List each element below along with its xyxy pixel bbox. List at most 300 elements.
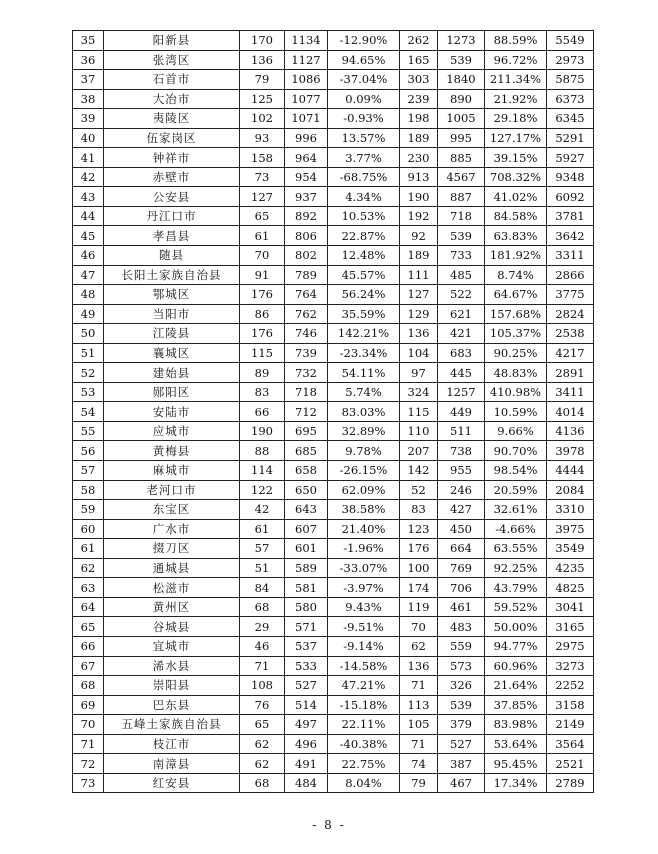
county-name-cell: 张湾区: [104, 50, 240, 70]
county-name-cell: 夷陵区: [104, 109, 240, 129]
change-b-cell: -14.58%: [328, 656, 400, 676]
value-a-cell: 29: [240, 617, 285, 637]
total-cell: 3411: [547, 382, 594, 402]
value-c-cell: 303: [400, 70, 438, 90]
county-name-cell: 大冶市: [104, 89, 240, 109]
value-c-cell: 198: [400, 109, 438, 129]
table-row: [73, 636, 594, 656]
total-cell: 6092: [547, 187, 594, 207]
value-a-cell: 51: [240, 558, 285, 578]
county-name-cell: 公安县: [104, 187, 240, 207]
change-d-cell: 32.61%: [485, 500, 547, 520]
change-b-cell: 21.40%: [328, 519, 400, 539]
table-row: [73, 597, 594, 617]
county-name-cell: 崇阳县: [104, 676, 240, 696]
value-a-cell: 42: [240, 500, 285, 520]
value-c-cell: 230: [400, 148, 438, 168]
value-b-cell: 712: [285, 402, 328, 422]
value-b-cell: 491: [285, 754, 328, 774]
table-row: [73, 734, 594, 754]
change-b-cell: 12.48%: [328, 246, 400, 266]
value-d-cell: 483: [438, 617, 485, 637]
value-b-cell: 685: [285, 441, 328, 461]
total-cell: 3775: [547, 285, 594, 305]
change-b-cell: -68.75%: [328, 167, 400, 187]
value-d-cell: 4567: [438, 167, 485, 187]
total-cell: 3165: [547, 617, 594, 637]
value-b-cell: 589: [285, 558, 328, 578]
total-cell: 2973: [547, 50, 594, 70]
county-stats-table: [72, 30, 594, 793]
change-b-cell: -12.90%: [328, 31, 400, 51]
value-a-cell: 190: [240, 421, 285, 441]
table-row: [73, 382, 594, 402]
total-cell: 3273: [547, 656, 594, 676]
county-name-cell: 黄梅县: [104, 441, 240, 461]
change-d-cell: 105.37%: [485, 324, 547, 344]
total-cell: 5927: [547, 148, 594, 168]
value-b-cell: 762: [285, 304, 328, 324]
county-name-cell: 应城市: [104, 421, 240, 441]
rank-cell: 50: [73, 324, 104, 344]
total-cell: 3310: [547, 500, 594, 520]
change-b-cell: -26.15%: [328, 461, 400, 481]
value-b-cell: 497: [285, 715, 328, 735]
rank-cell: 62: [73, 558, 104, 578]
table-row: [73, 500, 594, 520]
change-d-cell: 410.98%: [485, 382, 547, 402]
table-row: [73, 89, 594, 109]
county-name-cell: 赤壁市: [104, 167, 240, 187]
rank-cell: 63: [73, 578, 104, 598]
table-row: [73, 773, 594, 793]
value-b-cell: 607: [285, 519, 328, 539]
value-a-cell: 65: [240, 206, 285, 226]
value-a-cell: 108: [240, 676, 285, 696]
value-b-cell: 533: [285, 656, 328, 676]
table-row: [73, 246, 594, 266]
county-name-cell: 建始县: [104, 363, 240, 383]
rank-cell: 65: [73, 617, 104, 637]
table-row: [73, 656, 594, 676]
change-d-cell: 83.98%: [485, 715, 547, 735]
county-name-cell: 襄城区: [104, 343, 240, 363]
table-row: [73, 421, 594, 441]
value-a-cell: 65: [240, 715, 285, 735]
value-c-cell: 136: [400, 656, 438, 676]
total-cell: 3564: [547, 734, 594, 754]
total-cell: 3975: [547, 519, 594, 539]
change-d-cell: 90.70%: [485, 441, 547, 461]
value-c-cell: 136: [400, 324, 438, 344]
total-cell: 2975: [547, 636, 594, 656]
change-b-cell: 56.24%: [328, 285, 400, 305]
change-b-cell: -37.04%: [328, 70, 400, 90]
rank-cell: 57: [73, 461, 104, 481]
value-a-cell: 88: [240, 441, 285, 461]
total-cell: 5875: [547, 70, 594, 90]
value-d-cell: 664: [438, 539, 485, 559]
value-d-cell: 461: [438, 597, 485, 617]
rank-cell: 38: [73, 89, 104, 109]
county-name-cell: 随县: [104, 246, 240, 266]
total-cell: 3311: [547, 246, 594, 266]
value-c-cell: 123: [400, 519, 438, 539]
change-d-cell: 157.68%: [485, 304, 547, 324]
value-c-cell: 142: [400, 461, 438, 481]
value-a-cell: 73: [240, 167, 285, 187]
table-row: [73, 148, 594, 168]
value-b-cell: 581: [285, 578, 328, 598]
rank-cell: 60: [73, 519, 104, 539]
change-d-cell: 60.96%: [485, 656, 547, 676]
change-d-cell: 20.59%: [485, 480, 547, 500]
rank-cell: 41: [73, 148, 104, 168]
value-b-cell: 718: [285, 382, 328, 402]
value-b-cell: 580: [285, 597, 328, 617]
value-c-cell: 111: [400, 265, 438, 285]
total-cell: 4136: [547, 421, 594, 441]
rank-cell: 35: [73, 31, 104, 51]
value-b-cell: 954: [285, 167, 328, 187]
county-name-cell: 五峰土家族自治县: [104, 715, 240, 735]
county-name-cell: 长阳土家族自治县: [104, 265, 240, 285]
value-d-cell: 485: [438, 265, 485, 285]
county-name-cell: 宜城市: [104, 636, 240, 656]
value-a-cell: 76: [240, 695, 285, 715]
table-row: [73, 617, 594, 637]
change-d-cell: 9.66%: [485, 421, 547, 441]
value-c-cell: 119: [400, 597, 438, 617]
value-c-cell: 262: [400, 31, 438, 51]
value-b-cell: 739: [285, 343, 328, 363]
rank-cell: 45: [73, 226, 104, 246]
value-b-cell: 658: [285, 461, 328, 481]
change-d-cell: 8.74%: [485, 265, 547, 285]
value-d-cell: 326: [438, 676, 485, 696]
total-cell: 3978: [547, 441, 594, 461]
value-b-cell: 650: [285, 480, 328, 500]
value-d-cell: 379: [438, 715, 485, 735]
value-d-cell: 706: [438, 578, 485, 598]
value-c-cell: 105: [400, 715, 438, 735]
value-c-cell: 324: [400, 382, 438, 402]
table-row: [73, 539, 594, 559]
change-d-cell: 181.92%: [485, 246, 547, 266]
value-c-cell: 165: [400, 50, 438, 70]
value-b-cell: 802: [285, 246, 328, 266]
rank-cell: 67: [73, 656, 104, 676]
county-name-cell: 松滋市: [104, 578, 240, 598]
change-d-cell: 211.34%: [485, 70, 547, 90]
table-row: [73, 226, 594, 246]
value-b-cell: 601: [285, 539, 328, 559]
value-b-cell: 695: [285, 421, 328, 441]
table-row: [73, 187, 594, 207]
total-cell: 2252: [547, 676, 594, 696]
value-d-cell: 522: [438, 285, 485, 305]
value-b-cell: 996: [285, 128, 328, 148]
value-a-cell: 57: [240, 539, 285, 559]
total-cell: 2824: [547, 304, 594, 324]
change-d-cell: 84.58%: [485, 206, 547, 226]
total-cell: 3781: [547, 206, 594, 226]
value-a-cell: 46: [240, 636, 285, 656]
change-b-cell: 22.87%: [328, 226, 400, 246]
value-b-cell: 964: [285, 148, 328, 168]
rank-cell: 54: [73, 402, 104, 422]
change-d-cell: 50.00%: [485, 617, 547, 637]
value-c-cell: 189: [400, 128, 438, 148]
table-row: [73, 343, 594, 363]
county-name-cell: 南漳县: [104, 754, 240, 774]
change-b-cell: -15.18%: [328, 695, 400, 715]
rank-cell: 48: [73, 285, 104, 305]
value-c-cell: 115: [400, 402, 438, 422]
county-name-cell: 麻城市: [104, 461, 240, 481]
county-name-cell: 石首市: [104, 70, 240, 90]
county-name-cell: 掇刀区: [104, 539, 240, 559]
rank-cell: 70: [73, 715, 104, 735]
total-cell: 2084: [547, 480, 594, 500]
total-cell: 6345: [547, 109, 594, 129]
value-a-cell: 170: [240, 31, 285, 51]
change-b-cell: 10.53%: [328, 206, 400, 226]
value-c-cell: 913: [400, 167, 438, 187]
value-d-cell: 573: [438, 656, 485, 676]
change-d-cell: 63.55%: [485, 539, 547, 559]
change-d-cell: 21.64%: [485, 676, 547, 696]
value-c-cell: 174: [400, 578, 438, 598]
change-b-cell: 13.57%: [328, 128, 400, 148]
value-d-cell: 421: [438, 324, 485, 344]
value-d-cell: 246: [438, 480, 485, 500]
rank-cell: 44: [73, 206, 104, 226]
rank-cell: 69: [73, 695, 104, 715]
change-d-cell: 92.25%: [485, 558, 547, 578]
value-c-cell: 97: [400, 363, 438, 383]
rank-cell: 71: [73, 734, 104, 754]
total-cell: 3041: [547, 597, 594, 617]
county-name-cell: 通城县: [104, 558, 240, 578]
county-name-cell: 江陵县: [104, 324, 240, 344]
county-name-cell: 巴东县: [104, 695, 240, 715]
value-a-cell: 91: [240, 265, 285, 285]
value-b-cell: 1127: [285, 50, 328, 70]
table-row: [73, 715, 594, 735]
rank-cell: 39: [73, 109, 104, 129]
table-row: [73, 558, 594, 578]
value-c-cell: 129: [400, 304, 438, 324]
value-a-cell: 66: [240, 402, 285, 422]
rank-cell: 46: [73, 246, 104, 266]
rank-cell: 40: [73, 128, 104, 148]
total-cell: 4235: [547, 558, 594, 578]
value-b-cell: 496: [285, 734, 328, 754]
table-row: [73, 70, 594, 90]
total-cell: 2149: [547, 715, 594, 735]
change-d-cell: 88.59%: [485, 31, 547, 51]
value-a-cell: 136: [240, 50, 285, 70]
change-b-cell: -40.38%: [328, 734, 400, 754]
change-b-cell: 62.09%: [328, 480, 400, 500]
value-c-cell: 92: [400, 226, 438, 246]
rank-cell: 36: [73, 50, 104, 70]
value-b-cell: 643: [285, 500, 328, 520]
value-c-cell: 79: [400, 773, 438, 793]
total-cell: 4444: [547, 461, 594, 481]
change-b-cell: 22.75%: [328, 754, 400, 774]
change-b-cell: -23.34%: [328, 343, 400, 363]
value-d-cell: 539: [438, 226, 485, 246]
value-c-cell: 70: [400, 617, 438, 637]
value-c-cell: 207: [400, 441, 438, 461]
change-d-cell: 63.83%: [485, 226, 547, 246]
value-a-cell: 62: [240, 754, 285, 774]
table-row: [73, 128, 594, 148]
table-row: [73, 519, 594, 539]
value-c-cell: 176: [400, 539, 438, 559]
table-row: [73, 50, 594, 70]
rank-cell: 53: [73, 382, 104, 402]
rank-cell: 47: [73, 265, 104, 285]
change-d-cell: 90.25%: [485, 343, 547, 363]
value-c-cell: 62: [400, 636, 438, 656]
change-d-cell: 98.54%: [485, 461, 547, 481]
value-b-cell: 1134: [285, 31, 328, 51]
county-name-cell: 鄂城区: [104, 285, 240, 305]
value-d-cell: 1840: [438, 70, 485, 90]
value-b-cell: 484: [285, 773, 328, 793]
value-a-cell: 70: [240, 246, 285, 266]
change-d-cell: 64.67%: [485, 285, 547, 305]
value-d-cell: 539: [438, 695, 485, 715]
change-b-cell: -9.14%: [328, 636, 400, 656]
county-name-cell: 伍家岗区: [104, 128, 240, 148]
value-c-cell: 104: [400, 343, 438, 363]
county-name-cell: 当阳市: [104, 304, 240, 324]
change-b-cell: 35.59%: [328, 304, 400, 324]
rank-cell: 72: [73, 754, 104, 774]
change-d-cell: -4.66%: [485, 519, 547, 539]
value-c-cell: 83: [400, 500, 438, 520]
rank-cell: 51: [73, 343, 104, 363]
table-row: [73, 363, 594, 383]
county-name-cell: 孝昌县: [104, 226, 240, 246]
value-d-cell: 887: [438, 187, 485, 207]
value-d-cell: 427: [438, 500, 485, 520]
value-d-cell: 1257: [438, 382, 485, 402]
change-b-cell: 8.04%: [328, 773, 400, 793]
county-name-cell: 浠水县: [104, 656, 240, 676]
value-a-cell: 61: [240, 519, 285, 539]
total-cell: 4825: [547, 578, 594, 598]
value-b-cell: 764: [285, 285, 328, 305]
rank-cell: 59: [73, 500, 104, 520]
value-a-cell: 158: [240, 148, 285, 168]
value-d-cell: 467: [438, 773, 485, 793]
change-b-cell: 45.57%: [328, 265, 400, 285]
change-d-cell: 41.02%: [485, 187, 547, 207]
value-a-cell: 127: [240, 187, 285, 207]
value-a-cell: 93: [240, 128, 285, 148]
county-name-cell: 阳新县: [104, 31, 240, 51]
county-name-cell: 东宝区: [104, 500, 240, 520]
change-d-cell: 21.92%: [485, 89, 547, 109]
value-d-cell: 890: [438, 89, 485, 109]
value-a-cell: 71: [240, 656, 285, 676]
value-d-cell: 511: [438, 421, 485, 441]
value-a-cell: 83: [240, 382, 285, 402]
change-d-cell: 43.79%: [485, 578, 547, 598]
total-cell: 2521: [547, 754, 594, 774]
change-b-cell: -3.97%: [328, 578, 400, 598]
county-name-cell: 枝江市: [104, 734, 240, 754]
change-d-cell: 17.34%: [485, 773, 547, 793]
value-c-cell: 110: [400, 421, 438, 441]
change-b-cell: 32.89%: [328, 421, 400, 441]
rank-cell: 58: [73, 480, 104, 500]
change-d-cell: 39.15%: [485, 148, 547, 168]
change-d-cell: 48.83%: [485, 363, 547, 383]
value-a-cell: 122: [240, 480, 285, 500]
value-a-cell: 89: [240, 363, 285, 383]
rank-cell: 68: [73, 676, 104, 696]
value-c-cell: 100: [400, 558, 438, 578]
value-d-cell: 527: [438, 734, 485, 754]
page-number: - 8 -: [312, 818, 346, 832]
value-c-cell: 113: [400, 695, 438, 715]
rank-cell: 56: [73, 441, 104, 461]
county-name-cell: 黄州区: [104, 597, 240, 617]
value-d-cell: 885: [438, 148, 485, 168]
value-b-cell: 937: [285, 187, 328, 207]
value-d-cell: 1273: [438, 31, 485, 51]
value-a-cell: 176: [240, 324, 285, 344]
table-row: [73, 285, 594, 305]
rank-cell: 43: [73, 187, 104, 207]
table-row: [73, 578, 594, 598]
value-c-cell: 192: [400, 206, 438, 226]
value-d-cell: 539: [438, 50, 485, 70]
table-row: [73, 676, 594, 696]
total-cell: 2891: [547, 363, 594, 383]
value-b-cell: 746: [285, 324, 328, 344]
value-c-cell: 190: [400, 187, 438, 207]
value-a-cell: 62: [240, 734, 285, 754]
value-d-cell: 559: [438, 636, 485, 656]
table-row: [73, 461, 594, 481]
change-b-cell: 5.74%: [328, 382, 400, 402]
change-b-cell: 22.11%: [328, 715, 400, 735]
value-c-cell: 52: [400, 480, 438, 500]
total-cell: 6373: [547, 89, 594, 109]
value-d-cell: 1005: [438, 109, 485, 129]
value-a-cell: 68: [240, 773, 285, 793]
rank-cell: 37: [73, 70, 104, 90]
change-d-cell: 29.18%: [485, 109, 547, 129]
table-row: [73, 304, 594, 324]
value-a-cell: 115: [240, 343, 285, 363]
change-b-cell: 54.11%: [328, 363, 400, 383]
table-row: [73, 265, 594, 285]
total-cell: 5549: [547, 31, 594, 51]
rank-cell: 61: [73, 539, 104, 559]
total-cell: 3642: [547, 226, 594, 246]
change-d-cell: 94.77%: [485, 636, 547, 656]
value-c-cell: 71: [400, 734, 438, 754]
value-c-cell: 189: [400, 246, 438, 266]
